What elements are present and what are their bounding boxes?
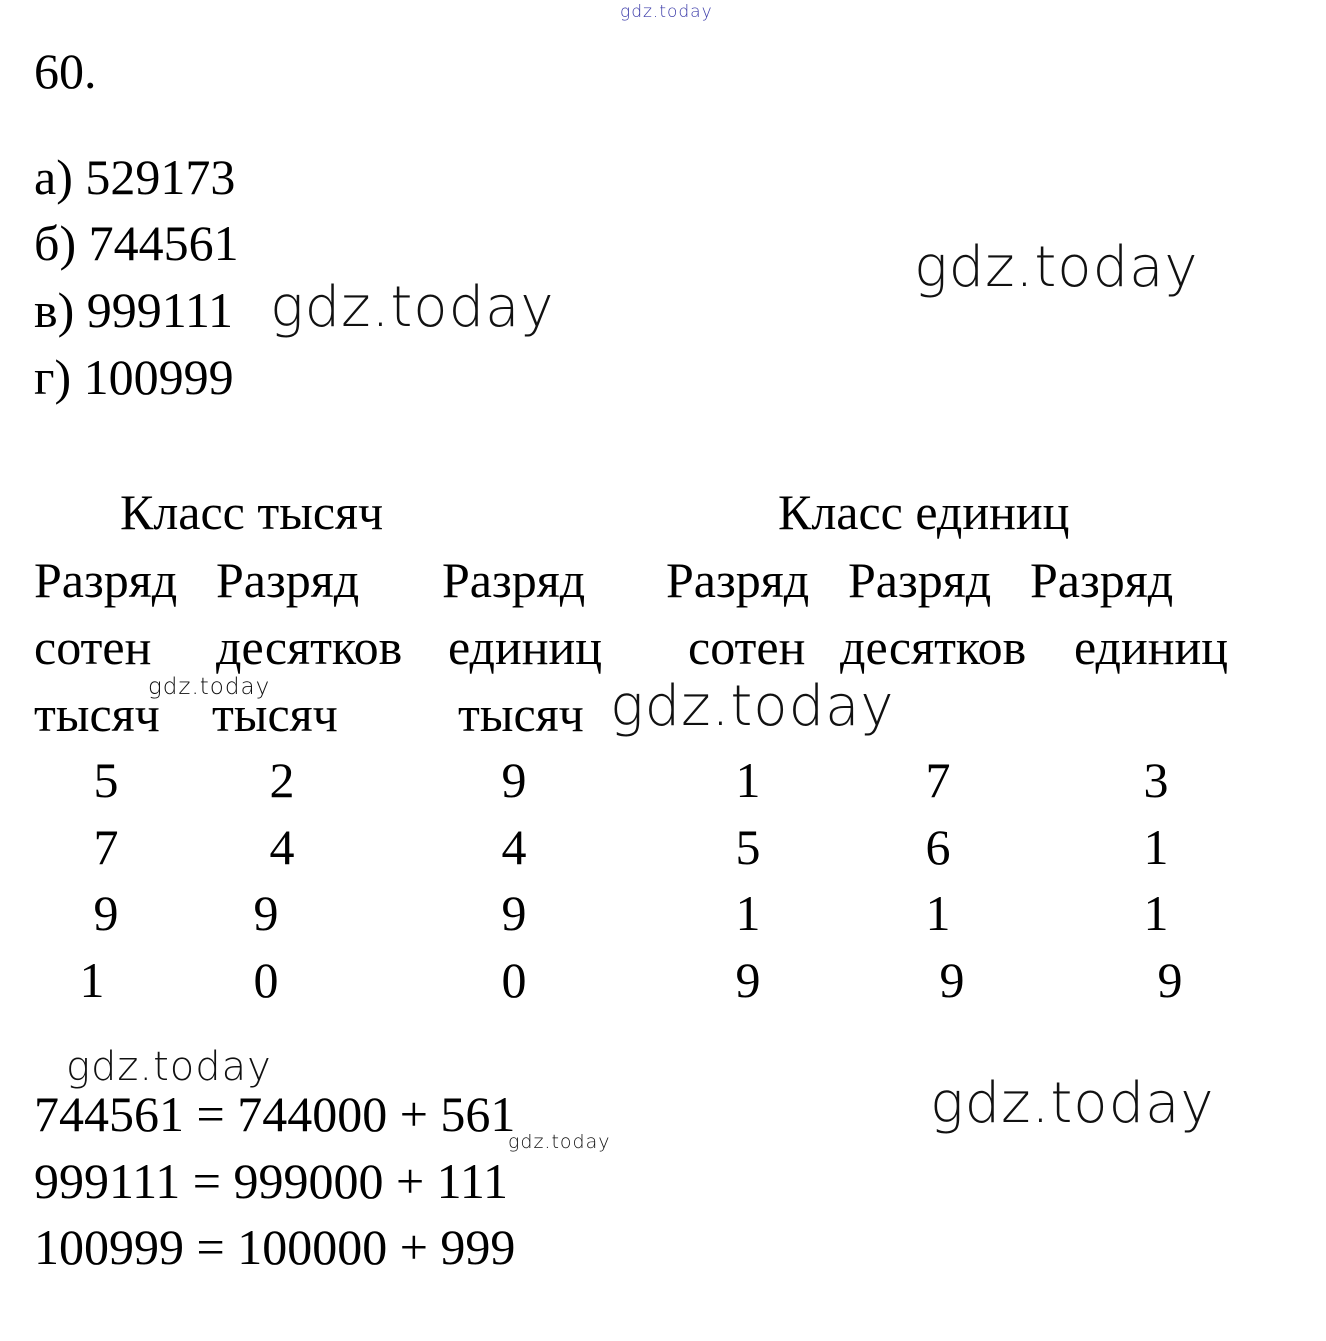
class-thousands-header: Класс тысяч xyxy=(120,484,384,540)
answer-value: 999111 xyxy=(86,282,234,338)
column-header-line: тысяч xyxy=(458,686,584,742)
answer-item xyxy=(34,149,236,205)
digit-cell: 1 xyxy=(1143,819,1169,875)
column-header-line: десятков xyxy=(840,619,1027,675)
column-header-line: Разряд xyxy=(848,552,992,608)
answer-value: 744561 xyxy=(88,215,239,271)
digit-cell: 1 xyxy=(735,752,761,808)
digit-cell: 9 xyxy=(735,952,761,1008)
answer-label: а) xyxy=(34,149,73,205)
column-header-line: единиц xyxy=(1074,619,1229,675)
answer-label: б) xyxy=(34,215,77,271)
column-header-line: тысяч xyxy=(212,686,338,742)
digit-cell: 4 xyxy=(269,819,295,875)
column-header-line: сотен xyxy=(34,619,152,675)
equation-line: 744561 = 744000 + 561 xyxy=(34,1086,516,1142)
answer-item xyxy=(34,349,234,405)
digit-cell: 9 xyxy=(501,885,527,941)
digit-cell: 9 xyxy=(939,952,965,1008)
digit-cell: 1 xyxy=(79,952,105,1008)
exercise-number: 60. xyxy=(34,43,97,99)
answer-item xyxy=(34,282,234,338)
digit-cell: 5 xyxy=(93,752,119,808)
watermark-bottom-right: gdz.today xyxy=(930,1071,1215,1136)
column-header-line: Разряд xyxy=(34,552,178,608)
answer-label: г) xyxy=(34,349,72,405)
digit-cell: 1 xyxy=(925,885,951,941)
column-header-line: Разряд xyxy=(216,552,360,608)
watermark-small-table: gdz.today xyxy=(148,674,271,700)
answer-label: в) xyxy=(34,282,75,338)
column-header-line: Разряд xyxy=(1030,552,1174,608)
digit-cell: 9 xyxy=(93,885,119,941)
digit-cell: 1 xyxy=(1143,885,1169,941)
digit-cell: 1 xyxy=(735,885,761,941)
watermark-top: gdz.today xyxy=(620,2,713,22)
digit-cell: 5 xyxy=(735,819,761,875)
column-header-line: единиц xyxy=(448,619,603,675)
digit-cell: 7 xyxy=(925,752,951,808)
digit-cell: 9 xyxy=(253,885,279,941)
watermark-table: gdz.today xyxy=(610,674,895,739)
watermark-inline: gdz.today xyxy=(270,275,555,340)
answer-value: 100999 xyxy=(83,349,234,405)
digit-cell: 4 xyxy=(501,819,527,875)
digit-cell: 3 xyxy=(1143,752,1169,808)
digit-cell: 9 xyxy=(501,752,527,808)
watermark-bottom-small: gdz.today xyxy=(508,1131,611,1153)
column-header-line: сотен xyxy=(688,619,806,675)
column-header-line: тысяч xyxy=(34,686,160,742)
digit-cell: 0 xyxy=(501,952,527,1008)
equation-line: 999111 = 999000 + 111 xyxy=(34,1153,508,1209)
equation-line: 100999 = 100000 + 999 xyxy=(34,1219,516,1275)
answer-value: 529173 xyxy=(85,149,236,205)
column-header-line: Разряд xyxy=(442,552,586,608)
digit-cell: 7 xyxy=(93,819,119,875)
digit-cell: 6 xyxy=(925,819,951,875)
digit-cell: 9 xyxy=(1157,952,1183,1008)
digit-cell: 2 xyxy=(269,752,295,808)
answer-item xyxy=(34,215,239,271)
column-header-line: Разряд xyxy=(666,552,810,608)
watermark-right: gdz.today xyxy=(914,235,1199,300)
class-units-header: Класс единиц xyxy=(778,484,1070,540)
digit-cell: 0 xyxy=(253,952,279,1008)
column-header-line: десятков xyxy=(216,619,403,675)
watermark-bottom-left: gdz.today xyxy=(66,1044,272,1090)
